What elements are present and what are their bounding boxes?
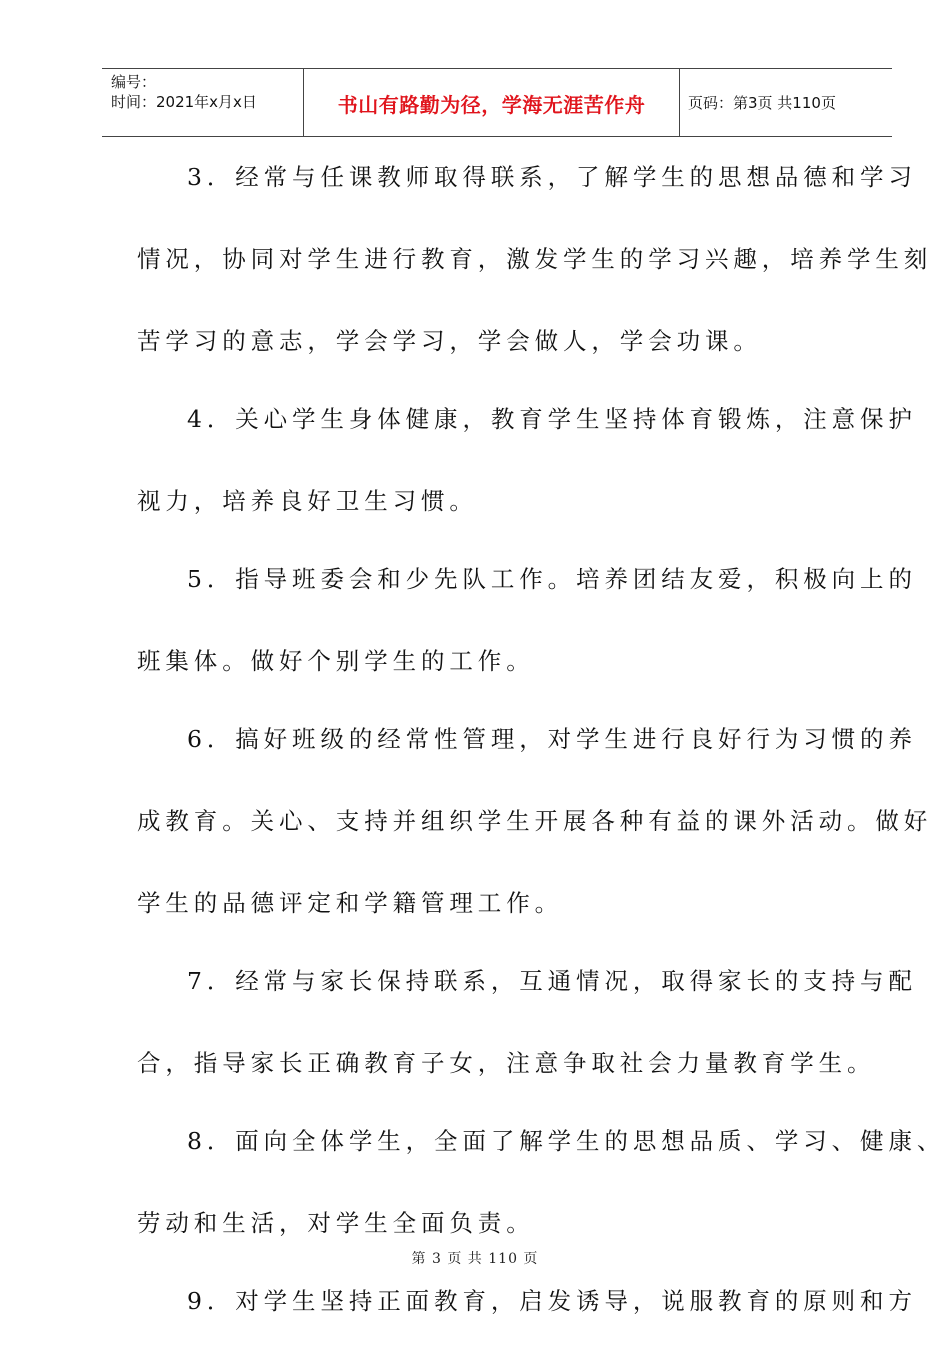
header-motto-cell	[304, 69, 680, 136]
paragraph-line: 学生的品德评定和学籍管理工作。	[137, 889, 563, 917]
paragraph-line: 5．指导班委会和少先队工作。培养团结友爱，积极向上的	[187, 565, 917, 593]
page-info-text: 页码：第3页 共110页	[688, 94, 836, 112]
paragraph	[137, 1127, 946, 1260]
paragraph-line: 8．面向全体学生，全面了解学生的思想品质、学习、健康、	[187, 1127, 946, 1155]
paragraph	[137, 725, 933, 940]
paragraph-line: 6．搞好班级的经常性管理，对学生进行良好行为习惯的养	[187, 725, 917, 753]
paragraph-line: 7．经常与家长保持联系，互通情况，取得家长的支持与配	[187, 967, 917, 995]
paragraph-line: 情况，协同对学生进行教育，激发学生的学习兴趣，培养学生刻	[137, 245, 933, 273]
paragraph	[137, 967, 917, 1100]
document-body	[137, 163, 946, 1368]
paragraph-line: 视力，培养良好卫生习惯。	[137, 487, 478, 515]
paragraph-line: 3．经常与任课教师取得联系，了解学生的思想品德和学习	[187, 163, 917, 191]
paragraph-line: 合，指导家长正确教育子女，注意争取社会力量教育学生。	[137, 1049, 876, 1077]
paragraph-line: 成教育。关心、支持并组织学生开展各种有益的课外活动。做好	[137, 807, 933, 835]
date-label: 时间：2021年x月x日	[111, 93, 257, 111]
page-header	[102, 68, 892, 137]
paragraph-line: 9．对学生坚持正面教育，启发诱导，说服教育的原则和方	[187, 1287, 917, 1315]
paragraph	[137, 405, 917, 538]
motto-text: 书山有路勤为径，学海无涯苦作舟	[337, 93, 646, 117]
paragraph-line: 苦学习的意志，学会学习，学会做人，学会功课。	[137, 327, 762, 355]
header-meta-cell	[102, 69, 304, 136]
page-footer: 第 3 页 共 110 页	[411, 1251, 539, 1267]
header-page-info-cell	[680, 69, 892, 136]
paragraph-line: 班集体。做好个别学生的工作。	[137, 647, 535, 675]
paragraph-line: 4．关心学生身体健康，教育学生坚持体育锻炼，注意保护	[187, 405, 917, 433]
paragraph	[137, 1287, 917, 1338]
number-label: 编号：	[111, 73, 157, 91]
paragraph	[137, 163, 933, 378]
paragraph-line: 劳动和生活，对学生全面负责。	[137, 1209, 535, 1237]
paragraph	[137, 565, 917, 698]
